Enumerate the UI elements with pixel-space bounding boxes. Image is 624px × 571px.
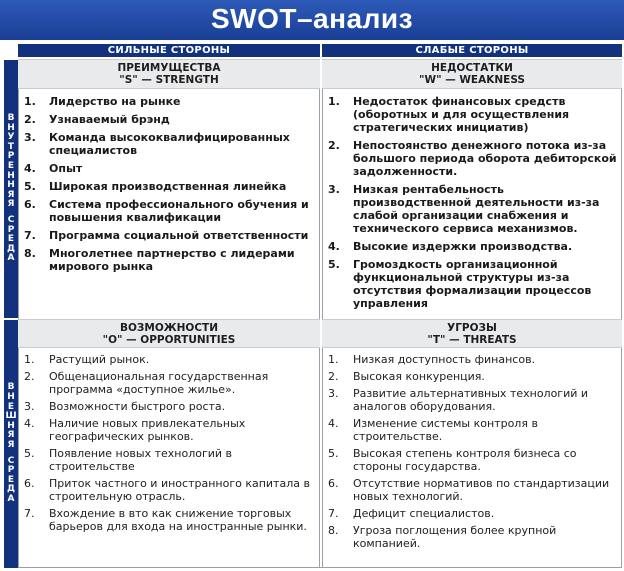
threats-item-text: Высокая степень контроля бизнеса со стороны государства.: [353, 447, 577, 473]
strengths-column-header: СИЛЬНЫЕ СТОРОНЫ: [18, 44, 320, 57]
weaknesses-item-number: 3 .: [328, 183, 350, 196]
threats-cell: [322, 348, 622, 568]
threats-item-text: Высокая конкуренция.: [353, 370, 485, 383]
strengths-item-number: 5 .: [24, 180, 46, 193]
sidebar-letter: А: [7, 253, 15, 264]
weaknesses-item-text: Низкая рентабельность производственной деятельности из-за слабой организации снабжения и технического сервиса механизмов.: [353, 183, 600, 235]
weaknesses-list: [323, 95, 621, 310]
sidebar-letter: Д: [6, 484, 15, 495]
threats-item-number: 6 .: [328, 477, 350, 490]
threats-item-number: 5 .: [328, 447, 350, 460]
sidebar-letter: Е: [7, 401, 15, 412]
weaknesses-item: [323, 139, 621, 178]
weaknesses-header: [322, 59, 622, 89]
sidebar-letter: Е: [7, 161, 15, 172]
strengths-item: [19, 113, 319, 126]
strengths-item: [19, 198, 319, 224]
strengths-item: [19, 131, 319, 157]
sidebar-letter: Я: [7, 430, 15, 441]
weaknesses-cell: [322, 89, 622, 319]
opportunities-list: [19, 353, 319, 533]
strengths-item-text: Программа социальной ответственности: [49, 229, 309, 242]
strengths-item-number: 8 .: [24, 247, 46, 260]
sidebar-letter: Я: [7, 199, 15, 210]
threats-item-text: Угроза поглощения более крупной компанией.: [353, 524, 557, 550]
strengths-item-number: 1 .: [24, 95, 46, 108]
strengths-cell: [18, 89, 320, 319]
opportunities-item-text: Наличие новых привлекательных географических рынков.: [49, 417, 246, 443]
threats-item-number: 8 .: [328, 524, 350, 537]
threats-item: [323, 353, 621, 366]
weaknesses-item-number: 4 .: [328, 240, 350, 253]
weaknesses-column-header: СЛАБЫЕ СТОРОНЫ: [322, 44, 622, 57]
opportunities-item-text: Появление новых технологий в строительстве: [49, 447, 233, 473]
sidebar-letter: Е: [7, 474, 15, 485]
opportunities-item: [19, 477, 319, 503]
threats-title: УГРОЗЫ: [447, 322, 497, 334]
sidebar-letter: Ш: [5, 411, 17, 422]
strengths-item-text: Команда высококвалифицированных специалистов: [49, 131, 290, 157]
weaknesses-subtitle: "W" — WEAKNESS: [419, 74, 525, 86]
weaknesses-item-text: Высокие издержки производства.: [353, 240, 573, 253]
opportunities-item-number: 7 .: [24, 507, 46, 520]
threats-item: [323, 524, 621, 550]
strengths-item-text: Многолетнее партнерство с лидерами мирового рынка: [49, 247, 295, 273]
weaknesses-item-text: Громоздкость организационной функциональной структуры из-за отсутствия формализации процессов управления: [353, 258, 592, 310]
opportunities-item-text: Общенациональная государственная программа «доступное жилье».: [49, 370, 269, 396]
strengths-item-number: 6 .: [24, 198, 46, 211]
external-environment-sidebar: [4, 320, 18, 568]
sidebar-letter: Н: [7, 180, 15, 191]
threats-header: [322, 319, 622, 348]
weaknesses-item-text: Непостоянство денежного потока из-за большого периода оборота дебиторской задолженности.: [353, 139, 617, 178]
weaknesses-item: [323, 258, 621, 310]
sidebar-letter: Р: [7, 151, 15, 162]
sidebar-letter: Е: [7, 234, 15, 245]
page-title: SWOT–анализ: [0, 0, 624, 40]
sidebar-letter: Я: [7, 440, 15, 450]
threats-item-text: Развитие альтернативных технологий и аналогов оборудования.: [353, 387, 589, 413]
opportunities-item-number: 2 .: [24, 370, 46, 383]
opportunities-subtitle: "O" — OPPORTUNITIES: [102, 334, 236, 346]
opportunities-item-number: 1 .: [24, 353, 46, 366]
strengths-item-text: Система профессионального обучения и повышения квалификации: [49, 198, 309, 224]
strengths-title: ПРЕИМУЩЕСТВА: [117, 62, 221, 74]
threats-item: [323, 477, 621, 503]
threats-item-number: 4 .: [328, 417, 350, 430]
weaknesses-item-number: 5 .: [328, 258, 350, 271]
weaknesses-item-number: 1 .: [328, 95, 350, 108]
strengths-item: [19, 95, 319, 108]
threats-item: [323, 387, 621, 413]
strengths-list: [19, 95, 319, 273]
sidebar-letter: А: [7, 493, 15, 504]
sidebar-letter: Я: [7, 189, 15, 200]
threats-subtitle: "T" — THREATS: [427, 334, 517, 346]
opportunities-item-number: 6 .: [24, 477, 46, 490]
internal-environment-sidebar: [4, 60, 18, 318]
opportunities-item: [19, 353, 319, 366]
weaknesses-item-number: 2 .: [328, 139, 350, 152]
sidebar-letter: Н: [7, 392, 15, 403]
strengths-item-text: Узнаваемый брэнд: [49, 113, 170, 126]
opportunities-item-text: Растущий рынок.: [49, 353, 150, 366]
strengths-item: [19, 162, 319, 175]
opportunities-header: [18, 319, 320, 348]
sidebar-letter: У: [7, 132, 15, 143]
opportunities-item: [19, 370, 319, 396]
sidebar-letter: Р: [7, 465, 15, 476]
sidebar-letter: Н: [7, 170, 15, 181]
opportunities-item-number: 3 .: [24, 400, 46, 413]
strengths-item: [19, 180, 319, 193]
strengths-item-number: 3 .: [24, 131, 46, 144]
sidebar-letter: Т: [7, 141, 15, 152]
strengths-item-number: 7 .: [24, 229, 46, 242]
strengths-item: [19, 229, 319, 242]
strengths-subtitle: "S" — STRENGTH: [119, 74, 219, 86]
threats-item-text: Дефицит специалистов.: [353, 507, 495, 520]
threats-item-number: 3 .: [328, 387, 350, 400]
opportunities-item: [19, 417, 319, 443]
threats-item-number: 1 .: [328, 353, 350, 366]
threats-item-number: 2 .: [328, 370, 350, 383]
opportunities-item-text: Возможности быстрого роста.: [49, 400, 226, 413]
sidebar-letter: Д: [6, 243, 15, 254]
weaknesses-item-text: Недостаток финансовых средств (оборотных и для осуществления стратегических инициатив): [353, 95, 570, 134]
threats-item-text: Низкая доступность финансов.: [353, 353, 536, 366]
sidebar-letter: С: [7, 214, 15, 225]
sidebar-letter: В: [7, 113, 15, 124]
opportunities-item-number: 4 .: [24, 417, 46, 430]
threats-item-number: 7 .: [328, 507, 350, 520]
threats-item: [323, 447, 621, 473]
threats-item: [323, 370, 621, 383]
strengths-item-text: Опыт: [49, 162, 83, 175]
sidebar-letter: С: [7, 455, 15, 466]
opportunities-item: [19, 400, 319, 413]
opportunities-title: ВОЗМОЖНОСТИ: [120, 322, 218, 334]
strengths-item: [19, 247, 319, 273]
opportunities-item: [19, 447, 319, 473]
threats-item-text: Отсутствие нормативов по стандартизации новых технологий.: [353, 477, 610, 503]
strengths-item-number: 2 .: [24, 113, 46, 126]
sidebar-letter: Н: [7, 122, 15, 133]
threats-item-text: Изменение системы контроля в строительстве.: [353, 417, 538, 443]
opportunities-item-text: Приток частного и иностранного капитала в строительную отрасль.: [49, 477, 310, 503]
weaknesses-title: НЕДОСТАТКИ: [431, 62, 513, 74]
weaknesses-item: [323, 95, 621, 134]
weaknesses-item: [323, 183, 621, 235]
sidebar-letter: Н: [7, 420, 15, 431]
opportunities-cell: [18, 348, 320, 568]
weaknesses-item: [323, 240, 621, 253]
strengths-item-number: 4 .: [24, 162, 46, 175]
sidebar-letter: Р: [7, 224, 15, 235]
strengths-item-text: Широкая производственная линейка: [49, 180, 287, 193]
opportunities-item: [19, 507, 319, 533]
opportunities-item-number: 5 .: [24, 447, 46, 460]
sidebar-letter: В: [7, 382, 15, 393]
bottom-divider: [18, 567, 622, 568]
threats-item: [323, 417, 621, 443]
threats-list: [323, 353, 621, 550]
strengths-item-text: Лидерство на рынке: [49, 95, 181, 108]
strengths-header: [18, 59, 320, 89]
opportunities-item-text: Вхождение в вто как снижение торговых барьеров для входа на иностранные рынки.: [49, 507, 307, 533]
threats-item: [323, 507, 621, 520]
